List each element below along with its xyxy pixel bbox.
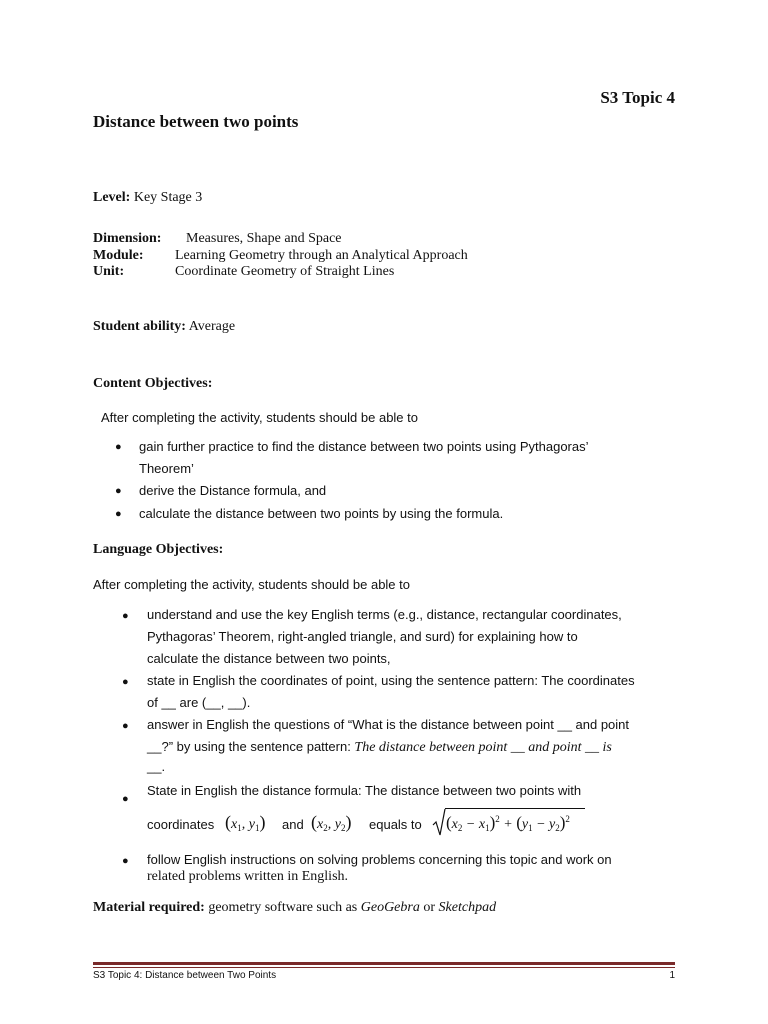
language-objective-line: State in English the distance formula: The distance between two points with xyxy=(147,783,582,798)
material-app-2: Sketchpad xyxy=(438,900,497,915)
point-2-formula: ($x_2$, $y_2$) xyxy=(311,812,352,833)
language-objectives-heading: Language Objectives: xyxy=(93,542,224,557)
content-objective-item: calculate the distance between two points by using the formula. xyxy=(139,506,504,521)
page-number: 1 xyxy=(669,970,675,981)
language-objective-line: related problems written in English. xyxy=(147,869,349,884)
equals-word: equals to xyxy=(369,817,422,832)
bullet-icon: ● xyxy=(122,793,129,805)
distance-formula: $(x_2 - x_1)^2 + (y_1 - y_2)^2$ xyxy=(432,806,582,838)
content-objective-item: derive the Distance formula, and xyxy=(139,483,327,498)
unit-label: Unit: xyxy=(93,264,125,279)
bullet-icon: ● xyxy=(122,855,129,867)
content-objectives-intro: After completing the activity, students should be able to xyxy=(101,410,418,425)
footer-title: S3 Topic 4: Distance between Two Points xyxy=(93,970,277,981)
and-word: and xyxy=(282,817,304,832)
level-label: Level: xyxy=(93,190,131,205)
language-objective-line: follow English instructions on solving problems concerning this topic and work on xyxy=(147,852,612,867)
ability-value: Average xyxy=(188,319,236,334)
material-app-1: GeoGebra xyxy=(360,900,420,915)
language-objective-line: calculate the distance between two points, xyxy=(147,651,391,666)
language-objective-line: answer in English the questions of “What is the distance between point __ and point xyxy=(147,717,630,732)
content-objective-item: Theorem’ xyxy=(139,461,194,476)
radical-icon xyxy=(432,808,446,838)
language-objectives-intro: After completing the activity, students should be able to xyxy=(93,577,410,592)
footer-divider xyxy=(93,962,675,965)
ability-label: Student ability: xyxy=(93,319,186,334)
bullet-icon: ● xyxy=(115,441,122,453)
level-value: Key Stage 3 xyxy=(133,190,203,205)
dimension-row xyxy=(93,231,161,247)
bullet-icon: ● xyxy=(122,720,129,732)
footer-divider-thin xyxy=(93,967,675,968)
language-objective-line: state in English the coordinates of point, using the sentence pattern: The coordinates xyxy=(147,673,635,688)
bullet-icon: ● xyxy=(115,508,122,520)
dimension-value: Measures, Shape and Space xyxy=(186,231,342,246)
material-text: geometry software such as xyxy=(208,900,361,915)
content-objectives-heading: Content Objectives: xyxy=(93,376,213,391)
content-objective-item: gain further practice to find the distance between two points using Pythagoras’ xyxy=(139,439,589,454)
material-row: Material required: geometry software such as GeoGebra or Sketchpad xyxy=(93,900,497,915)
point-1-formula: ($x_1$, $y_1$) xyxy=(225,812,266,833)
ability-row xyxy=(93,319,235,335)
unit-value: Coordinate Geometry of Straight Lines xyxy=(175,264,395,279)
language-objective-line: of __ are (__, __). xyxy=(147,695,251,710)
language-objective-line: understand and use the key English terms (e.g., distance, rectangular coordinates, xyxy=(147,607,622,622)
language-objective-line: __. xyxy=(147,759,166,774)
bullet-icon: ● xyxy=(122,610,129,622)
language-objective-line: Pythagoras’ Theorem, right-angled triangle, and surd) for explaining how to xyxy=(147,629,578,644)
topic-label: S3 Topic 4 xyxy=(600,88,675,107)
coordinates-word: coordinates xyxy=(147,817,215,832)
page-title: Distance between two points xyxy=(93,112,299,131)
language-objective-line: __?” by using the sentence pattern: The distance between point __ and point __ is xyxy=(147,739,612,755)
bullet-icon: ● xyxy=(122,676,129,688)
module-value: Learning Geometry through an Analytical Approach xyxy=(175,248,468,263)
module-label: Module: xyxy=(93,248,144,263)
bullet-icon: ● xyxy=(115,485,122,497)
dimension-label: Dimension: xyxy=(93,231,162,246)
material-label: Material required: xyxy=(93,900,205,915)
level-row xyxy=(93,190,202,206)
